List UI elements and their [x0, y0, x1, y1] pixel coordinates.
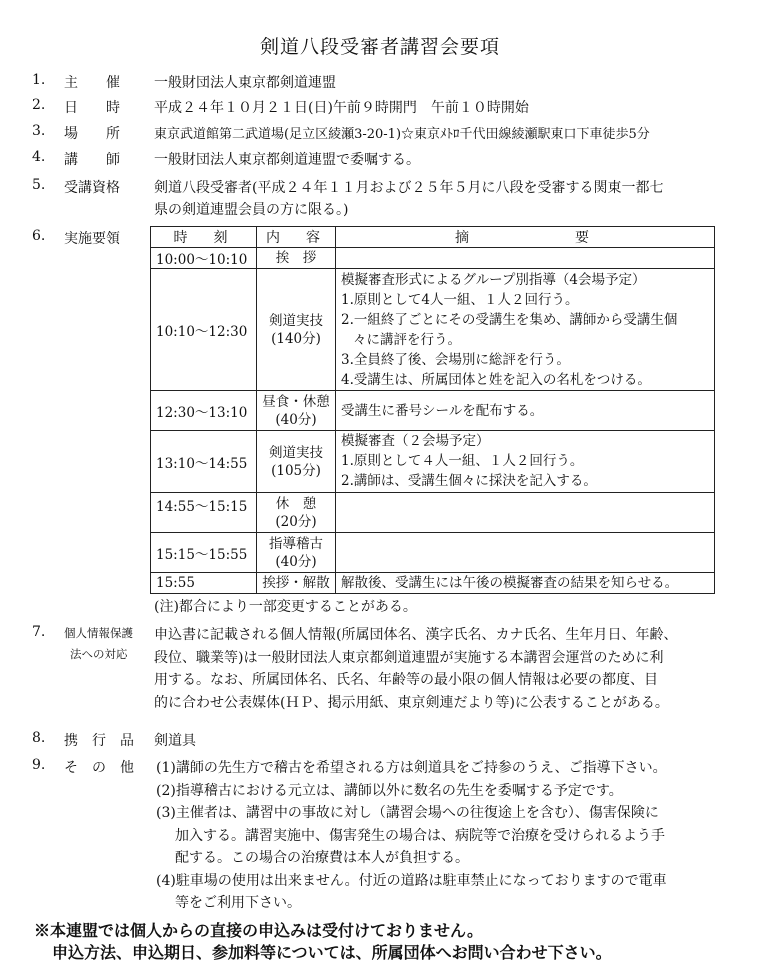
row-time: 12:30〜13:10: [151, 391, 257, 431]
header-notes: 摘 要: [336, 227, 715, 248]
row-notes: [336, 573, 715, 594]
schedule-footnote: (注)都合により一部変更することがある。: [154, 599, 417, 615]
item-8-label: 携 行 品: [64, 733, 134, 749]
item-4-value: 一般財団法人東京都剣道連盟で委嘱する。: [154, 152, 420, 168]
row-content: [257, 573, 336, 594]
other-line: (3)主催者は、講習中の事故に対し（講習会場への往復途上を含む）、傷害保険に: [156, 805, 659, 821]
row-time: 14:55〜15:15: [151, 493, 257, 533]
item-8-value: 剣道具: [154, 733, 196, 749]
page-title: 剣道八段受審者講習会要項: [259, 36, 500, 58]
note-line: 模擬審査形式によるグループ別指導（4会場予定）: [341, 271, 646, 288]
row-time: 15:55: [151, 573, 257, 594]
note-line: 3.全員終了後、会場別に総評を行う。: [341, 351, 570, 368]
other-line: 加入する。講習実施中、傷害発生の場合は、病院等で治療を受けられるよう手: [175, 827, 665, 844]
schedule-table: [150, 226, 715, 594]
privacy-line: 的に合わせ公表媒体(ＨＰ、掲示用紙、東京剣連だより等)に公表することがある。: [154, 694, 669, 711]
row-notes: [336, 431, 715, 493]
row-content: [257, 533, 336, 573]
item-4-number: 4.: [32, 149, 46, 165]
other-line: 配する。この場合の治療費は本人が負担する。: [175, 850, 469, 866]
row-notes: [336, 269, 715, 391]
row-content-line: 剣道実技: [269, 312, 323, 329]
header-content: 内 容: [257, 227, 336, 248]
privacy-line: 申込書に記載される個人情報(所属団体名、漢字氏名、カナ氏名、生年月日、年齢、: [154, 627, 678, 643]
note-line: 1.原則として４人一組、１人２回行う。: [341, 453, 584, 469]
table-row: [151, 431, 715, 493]
row-content-line: 休 憩: [275, 495, 317, 512]
row-notes: [336, 391, 715, 431]
item-5-value: 剣道八段受審者(平成２４年１１月および２５年５月に八段を受審する関東一都七: [154, 180, 664, 196]
row-notes: [336, 248, 715, 269]
note-line: 1.原則として4人一組、１人２回行う。: [341, 291, 579, 308]
other-line: (1)講師の先生方で稽古を希望される方は剣道具をご持参のうえ、ご指導下さい。: [156, 760, 667, 776]
row-content-line: (140分): [271, 330, 321, 347]
item-5-label: 受講資格: [64, 180, 120, 196]
row-content: [257, 431, 336, 493]
item-2-label: 日 時: [64, 100, 120, 116]
header-time: 時 刻: [151, 227, 257, 248]
item-9-number: 9.: [32, 757, 46, 773]
row-content-line: 昼食・休憩: [262, 393, 330, 410]
privacy-line: 段位、職業等)は一般財団法人東京都剣道連盟が実施する本講習会運営のために利: [154, 649, 664, 666]
item-4-label: 講 師: [64, 152, 120, 168]
row-content: [257, 493, 336, 533]
table-row: [151, 533, 715, 573]
table-row: [151, 269, 715, 391]
other-line: (2)指導稽古における元立は、講師以外に数名の先生を委嘱する予定です。: [156, 782, 623, 799]
row-content: [257, 269, 336, 391]
item-1-label: 主 催: [64, 75, 120, 91]
row-content-line: (40分): [275, 553, 317, 570]
row-content: [257, 248, 336, 269]
row-time: 10:00〜10:10: [151, 248, 257, 269]
table-row: [151, 248, 715, 269]
note-line: 受講生に番号シールを配布する。: [341, 402, 544, 419]
item-7-label: 個人情報保護: [64, 626, 133, 640]
table-row: [151, 493, 715, 533]
item-3-value: 東京武道館第二武道場(足立区綾瀬3-20-1)☆東京ﾒﾄﾛ千代田線綾瀬駅東口下車徒歩5分: [154, 127, 650, 142]
notice-line-1: ※本連盟では個人からの直接の申込みは受付けておりません。: [34, 921, 483, 940]
item-6-number: 6.: [32, 228, 46, 244]
item-2-number: 2.: [32, 97, 46, 113]
note-line: 々に講評を行う。: [353, 331, 461, 348]
schedule-header-row: [151, 227, 715, 248]
row-time: 15:15〜15:55: [151, 533, 257, 573]
other-text: [156, 757, 667, 915]
other-line: 等をご利用下さい。: [175, 895, 301, 911]
item-7-label-cont: 法への対応: [70, 647, 128, 661]
item-9-label: そ の 他: [64, 760, 134, 776]
row-content-line: (20分): [275, 513, 317, 530]
row-content-line: 挨拶・解散: [262, 575, 330, 591]
row-content-line: 挨 拶: [275, 250, 317, 266]
row-content-line: 剣道実技: [269, 444, 323, 461]
row-time: 13:10〜14:55: [151, 431, 257, 493]
other-line: (4)駐車場の使用は出来ません。付近の道路は駐車禁止になっておりますので電車: [156, 872, 667, 889]
item-3-label: 場 所: [64, 126, 120, 142]
table-row: [151, 391, 715, 431]
row-content-line: (40分): [275, 411, 317, 428]
row-notes: [336, 493, 715, 533]
privacy-line: 用する。なお、所属団体名、氏名、年齢等の最小限の個人情報は必要の都度、目: [154, 672, 658, 688]
note-line: 2.講師は、受講生個々に採決を記入する。: [341, 473, 597, 489]
item-6-label: 実施要領: [64, 231, 120, 247]
item-8-number: 8.: [32, 730, 46, 746]
row-content-line: (105分): [271, 462, 321, 479]
privacy-text: [154, 624, 677, 714]
row-content-line: 指導稽古: [269, 535, 323, 552]
item-1-value: 一般財団法人東京都剣道連盟: [154, 75, 336, 91]
item-5-value-cont: 県の剣道連盟会員の方に限る。): [154, 202, 349, 218]
item-3-number: 3.: [32, 123, 46, 139]
item-7-number: 7.: [32, 624, 46, 640]
row-time: 10:10〜12:30: [151, 269, 257, 391]
note-line: 解散後、受講生には午後の模擬審査の結果を知らせる。: [341, 575, 679, 591]
notice-line-2: 申込方法、申込期日、参加料等については、所属団体へお問い合わせ下さい。: [52, 943, 612, 962]
row-notes: [336, 533, 715, 573]
note-line: 模擬審査（２会場予定）: [341, 433, 490, 449]
table-row: [151, 573, 715, 594]
note-line: 4.受講生は、所属団体と姓を記入の名札をつける。: [341, 371, 651, 388]
item-5-number: 5.: [32, 177, 46, 193]
item-1-number: 1.: [32, 72, 46, 88]
note-line: 2.一組終了ごとにその受講生を集め、講師から受講生個: [341, 311, 678, 328]
row-content: [257, 391, 336, 431]
item-2-value: 平成２４年１０月２１日(日)午前９時開門 午前１０時開始: [154, 100, 529, 116]
